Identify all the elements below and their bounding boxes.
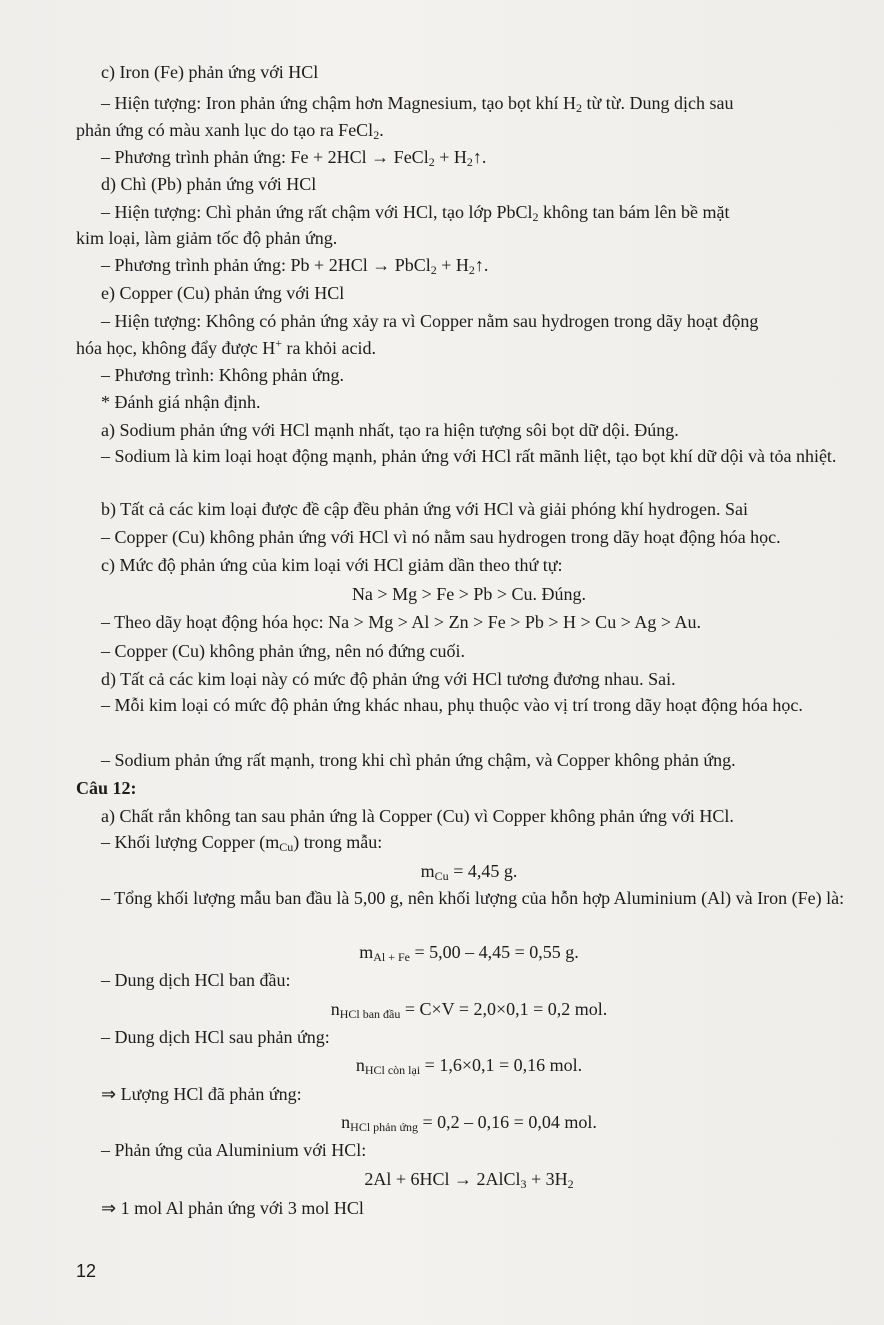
claim-a-explain: – Sodium là kim loại hoạt động mạnh, phản ứng với HCl rất mãnh liệt, tạo bọt khí dữ dội và tỏa nhiệt. [101, 446, 837, 466]
claim-a: a) Sodium phản ứng với HCl mạnh nhất, tạo ra hiện tượng sôi bọt dữ dội. Đúng. [101, 420, 679, 440]
copper-phenomenon: – Hiện tượng: Không có phản ứng xảy ra vì Copper nằm sau hydrogen trong dãy hoạt động [101, 311, 759, 331]
q12-mass-al-fe: $m_{Al + Fe} = 5,00 - 4,45 = 0,55$ g. [359, 942, 579, 964]
iron-heading: c) Iron (Fe) phản ứng với HCl [101, 62, 319, 82]
q12-al-equation: 2Al + 6HCl → 2AlCl$_3$ + $3H_2$ [364, 1169, 574, 1191]
q12-mass-cu-label: – Khối lượng Copper $(m_{Cu})$ trong mẫu: [101, 832, 383, 854]
iron-phenomenon-cont: phản ứng có màu xanh lục do tạo ra FeCl$_2$. [76, 120, 384, 142]
copper-phenomenon-cont: hóa học, không đẩy được H+ ra khỏi acid. [76, 336, 376, 358]
iron-equation: – Phương trình phản ứng: Fe + 2HCl → FeCl$_2$ + $H_2↑$. [101, 147, 487, 169]
claim-b-explain: – Copper (Cu) không phản ứng với HCl vì nó nằm sau hydrogen trong dãy hoạt động hóa học. [101, 527, 781, 547]
claim-c-explain-1: – Theo dãy hoạt động hóa học: Na > Mg > Al > Zn > Fe > Pb > H > Cu > Ag > Au. [101, 612, 702, 632]
q12-total-mass: – Tổng khối lượng mẫu ban đầu là 5,00 g, nên khối lượng của hỗn hợp Aluminium (Al) và Iron (Fe) là: [101, 888, 845, 908]
evaluation-title: * Đánh giá nhận định. [101, 392, 261, 412]
q12-hcl-initial-label: – Dung dịch HCl ban đầu: [101, 970, 291, 990]
claim-b: b) Tất cả các kim loại được đề cập đều phản ứng với HCl và giải phóng khí hydrogen. Sai [101, 499, 749, 519]
q12-hcl-after-label: – Dung dịch HCl sau phản ứng: [101, 1027, 330, 1047]
q12-hcl-initial-value: $n_{HCl ban đầu} = C\times V = 2,0\times 0,1 = 0,2$ mol. [330, 999, 608, 1021]
q12-ratio: ⇒ 1 mol Al phản ứng với 3 mol HCl [101, 1198, 364, 1218]
claim-c: c) Mức độ phản ứng của kim loại với HCl giảm dần theo thứ tự: [101, 555, 563, 575]
q12-mass-cu-value: $m_{Cu} = 4,45$ g. [420, 861, 518, 883]
lead-equation: – Phương trình phản ứng: Pb + 2HCl → PbCl$_2$ + $H_2↑$. [101, 255, 489, 277]
lead-phenomenon-cont: kim loại, làm giảm tốc độ phản ứng. [76, 228, 338, 248]
question-12-title: Câu 12: [76, 778, 137, 798]
page-number: 12 [76, 1261, 97, 1281]
copper-equation: – Phương trình: Không phản ứng. [101, 365, 345, 385]
claim-d-explain-1: – Mỗi kim loại có mức độ phản ứng khác nhau, phụ thuộc vào vị trí trong dãy hoạt động hóa học. [101, 695, 803, 715]
q12-al-reaction-label: – Phản ứng của Aluminium với HCl: [101, 1140, 367, 1160]
claim-c-explain-2: – Copper (Cu) không phản ứng, nên nó đứng cuối. [101, 641, 465, 661]
q12-hcl-after-value: $n_{HCl còn lại} = 1,6\times 0,1 = 0,16$ mol. [355, 1055, 583, 1077]
claim-d-explain-2: – Sodium phản ứng rất mạnh, trong khi chì phản ứng chậm, và Copper không phản ứng. [101, 750, 736, 770]
copper-heading: e) Copper (Cu) phản ứng với HCl [101, 283, 345, 303]
lead-phenomenon: – Hiện tượng: Chì phản ứng rất chậm với HCl, tạo lớp PbCl$_2$ không tan bám lên bề mặt [101, 202, 730, 224]
q12-hcl-reacted-label: ⇒ Lượng HCl đã phản ứng: [101, 1084, 302, 1104]
q12-a: a) Chất rắn không tan sau phản ứng là Copper (Cu) vì Copper không phản ứng với HCl. [101, 806, 734, 826]
claim-c-order: Na > Mg > Fe > Pb > Cu. Đúng. [351, 584, 587, 604]
claim-d: d) Tất cả các kim loại này có mức độ phản ứng với HCl tương đương nhau. Sai. [101, 669, 676, 689]
iron-phenomenon: – Hiện tượng: Iron phản ứng chậm hơn Magnesium, tạo bọt khí $H_2$ từ từ. Dung dịch sau [101, 93, 734, 115]
lead-heading: d) Chì (Pb) phản ứng với HCl [101, 174, 317, 194]
q12-hcl-reacted-value: $n_{HCl phản ứng} = 0,2 - 0,16 = 0,04$ mol. [341, 1112, 597, 1134]
